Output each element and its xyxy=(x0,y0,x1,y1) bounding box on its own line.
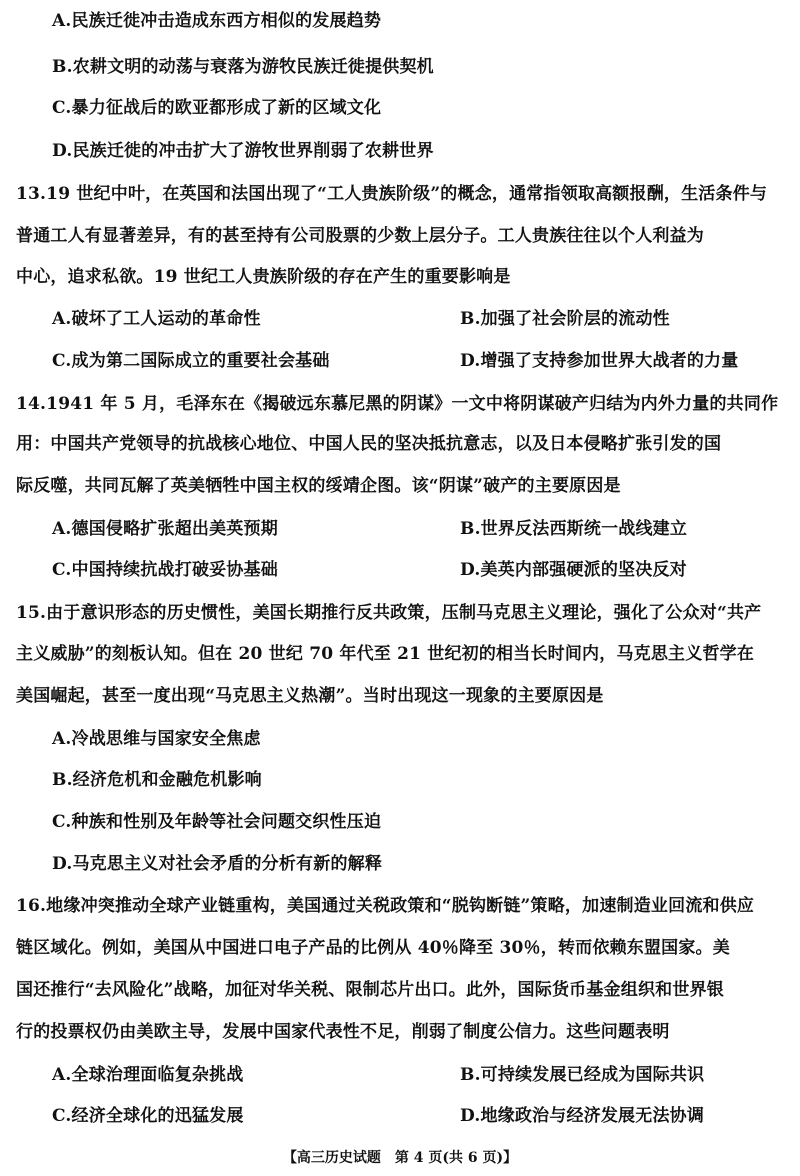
q13-option-a: A.破坏了工人运动的革命性 xyxy=(52,309,261,329)
q14-option-a: A.德国侵略扩张超出美英预期 xyxy=(52,519,278,539)
q14-stem-line-3: 际反噬，共同瓦解了英美牺牲中国主权的绥靖企图。该“阴谋”破产的主要原因是 xyxy=(16,476,621,496)
q13-option-c: C.成为第二国际成立的重要社会基础 xyxy=(52,351,330,371)
q16-option-b: B.可持续发展已经成为国际共识 xyxy=(460,1065,705,1085)
q16-stem-line-2: 链区域化。例如，美国从中国进口电子产品的比例从 40％降至 30％，转而依赖东盟国家。美 xyxy=(16,938,730,958)
q14-option-d: D.美英内部强硬派的坚决反对 xyxy=(460,560,687,580)
q16-option-d: D.地缘政治与经济发展无法协调 xyxy=(460,1106,705,1126)
q16-stem-line-4: 行的投票权仍由美欧主导，发展中国家代表性不足，削弱了制度公信力。这些问题表明 xyxy=(16,1022,670,1042)
q13-option-d: D.增强了支持参加世界大战者的力量 xyxy=(460,351,739,371)
q16-stem-line-3: 国还推行“去风险化”战略，加征对华关税、限制芯片出口。此外，国际货币基金组织和世界银 xyxy=(16,980,724,1000)
q13-stem-line-3: 中心，追求私欲。19 世纪工人贵族阶级的存在产生的重要影响是 xyxy=(16,267,511,287)
q16-stem-line-1: 16.地缘冲突推动全球产业链重构，美国通过关税政策和“脱钩断链”策略，加速制造业回流和供应 xyxy=(16,896,755,916)
q12-option-d: D.民族迁徙的冲击扩大了游牧世界削弱了农耕世界 xyxy=(52,141,434,161)
q12-option-a: A.民族迁徙冲击造成东西方相似的发展趋势 xyxy=(52,11,382,31)
q15-option-c: C.种族和性别及年龄等社会问题交织性压迫 xyxy=(52,812,382,832)
q15-stem-line-3: 美国崛起，甚至一度出现“马克思主义热潮”。当时出现这一现象的主要原因是 xyxy=(16,686,604,706)
q14-stem-line-2: 用：中国共产党领导的抗战核心地位、中国人民的坚决抵抗意志，以及日本侵略扩张引发的国 xyxy=(16,434,722,454)
q14-option-b: B.世界反法西斯统一战线建立 xyxy=(460,519,688,539)
q15-stem-line-2: 主义威胁”的刻板认知。但在 20 世纪 70 年代至 21 世纪初的相当长时间内，马克思主义哲学在 xyxy=(16,644,755,664)
q13-stem-line-1: 13.19 世纪中叶，在英国和法国出现了“工人贵族阶级”的概念，通常指领取高额报酬，生活条件与 xyxy=(16,184,768,204)
q13-option-b: B.加强了社会阶层的流动性 xyxy=(460,309,670,329)
q16-option-a: A.全球治理面临复杂挑战 xyxy=(52,1065,244,1085)
q15-option-d: D.马克思主义对社会矛盾的分析有新的解释 xyxy=(52,854,383,874)
q15-option-b: B.经济危机和金融危机影响 xyxy=(52,770,262,790)
q15-option-a: A.冷战思维与国家安全焦虑 xyxy=(52,729,261,749)
q13-stem-line-2: 普通工人有显著差异，有的甚至持有公司股票的少数上层分子。工人贵族往往以个人利益为 xyxy=(16,226,704,246)
page-footer: 【高三历史试题 第 4 页(共 6 页)】 xyxy=(282,1150,518,1166)
q15-stem-line-1: 15.由于意识形态的历史惯性，美国长期推行反共政策，压制马克思主义理论，强化了公众对“共产 xyxy=(16,603,762,623)
q14-stem-line-1: 14.1941 年 5 月，毛泽东在《揭破远东慕尼黑的阴谋》一文中将阴谋破产归结为内外力量的共同作 xyxy=(16,394,779,414)
q12-option-b: B.农耕文明的动荡与衰落为游牧民族迁徙提供契机 xyxy=(52,57,434,77)
q14-option-c: C.中国持续抗战打破妥协基础 xyxy=(52,560,278,580)
q16-option-c: C.经济全球化的迅猛发展 xyxy=(52,1106,244,1126)
q12-option-c: C.暴力征战后的欧亚都形成了新的区域文化 xyxy=(52,98,382,118)
